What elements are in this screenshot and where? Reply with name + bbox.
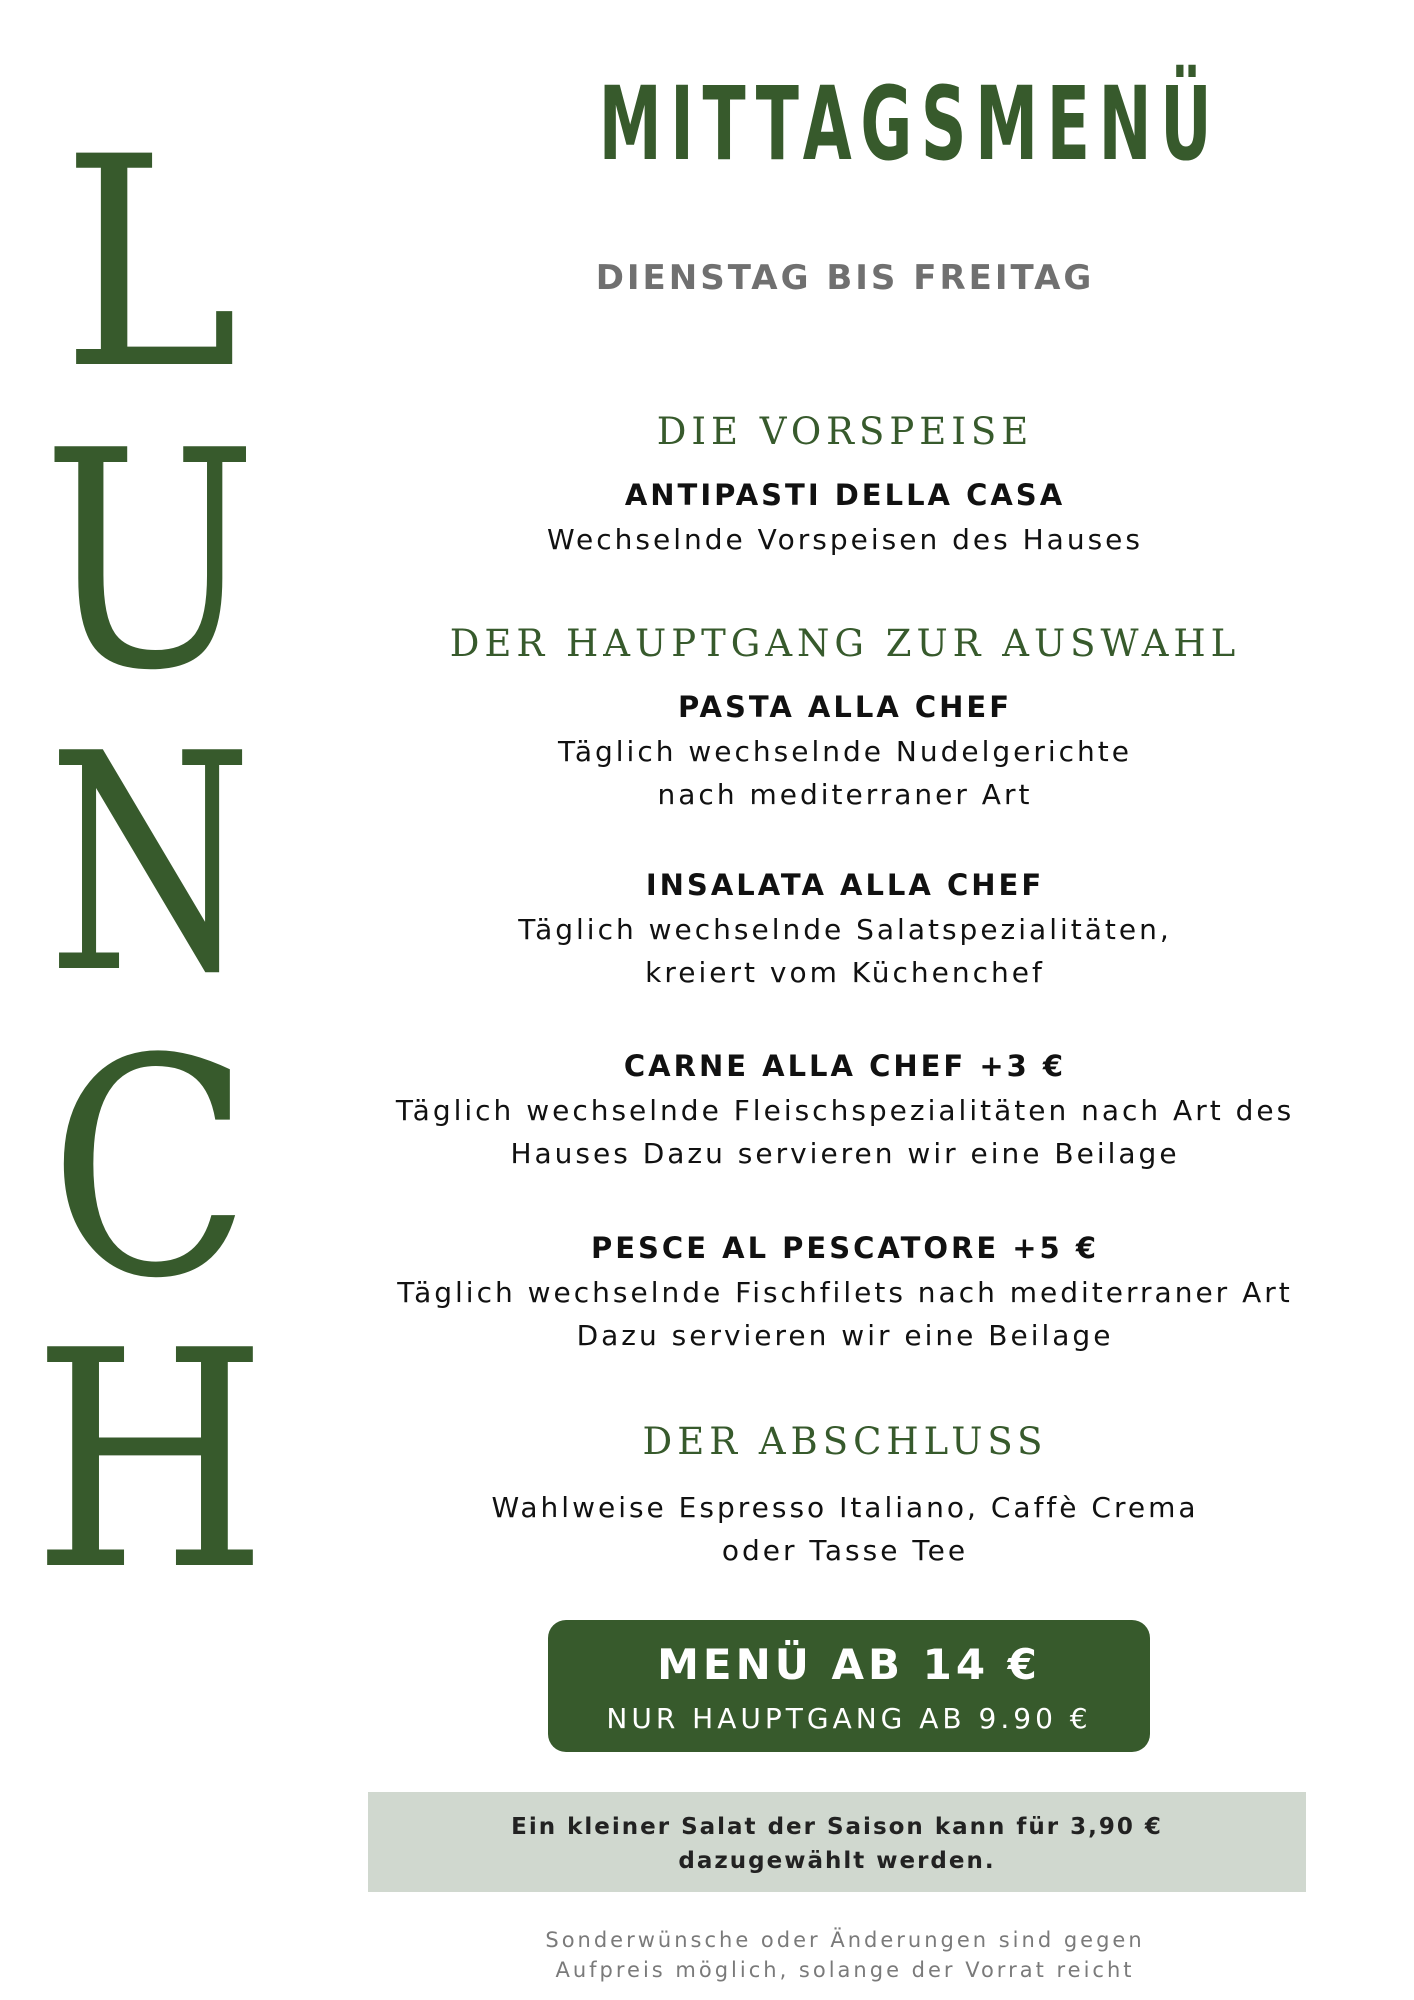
page-title: MITTAGSMENÜ — [598, 65, 1221, 184]
note-text — [388, 1810, 1286, 1878]
note-line: dazugewählt werden. — [678, 1848, 996, 1874]
lunch-letter-n: N — [47, 690, 253, 1039]
menu-item-name: INSALATA ALLA CHEF — [645, 868, 1045, 902]
menu-item-desc — [360, 908, 1330, 994]
desc-line: Wahlweise Espresso Italiano, Caffè Crema — [491, 1491, 1199, 1524]
menu-item-name: PESCE AL PESCATORE +5 € — [590, 1231, 1099, 1265]
section-heading-starter: DIE VORSPEISE — [656, 410, 1034, 453]
menu-item-name: PASTA ALLA CHEF — [677, 690, 1013, 724]
price-main: MENÜ AB 14 € — [657, 1640, 1041, 1689]
footer-line: Sonderwünsche oder Änderungen sind gegen — [545, 1928, 1145, 1952]
price-sub: NUR HAUPTGANG AB 9.90 € — [606, 1702, 1092, 1735]
desc-line: kreiert vom Küchenchef — [645, 956, 1045, 989]
price-box — [548, 1620, 1150, 1752]
page-subtitle: DIENSTAG BIS FREITAG — [595, 258, 1095, 298]
lunch-letter-h: H — [32, 1287, 268, 1636]
menu-item-desc — [360, 1486, 1330, 1572]
desc-line: Täglich wechselnde Fischfilets nach mediterraner Art — [397, 1276, 1293, 1309]
menu-item-desc — [360, 1271, 1330, 1357]
desc-line: oder Tasse Tee — [721, 1534, 969, 1567]
desc-line: Täglich wechselnde Nudelgerichte — [558, 735, 1132, 768]
lunch-letter-l: L — [61, 96, 239, 433]
note-box — [368, 1792, 1306, 1892]
footer-line: Aufpreis möglich, solange der Vorrat reicht — [555, 1958, 1135, 1982]
desc-line: Hauses Dazu servieren wir eine Beilage — [510, 1137, 1180, 1170]
desc-line: Täglich wechselnde Salatspezialitäten, — [518, 913, 1172, 946]
menu-item-desc — [360, 518, 1330, 561]
menu-item-name: ANTIPASTI DELLA CASA — [624, 478, 1066, 512]
lunch-letter-u: U — [42, 387, 258, 736]
menu-item-desc — [360, 730, 1330, 816]
menu-item-desc — [360, 1089, 1330, 1175]
desc-line: nach mediterraner Art — [657, 778, 1033, 811]
menu-item-name: CARNE ALLA CHEF +3 € — [623, 1049, 1067, 1083]
lunch-letter-c: C — [48, 995, 251, 1344]
desc-line: Dazu servieren wir eine Beilage — [576, 1319, 1114, 1352]
section-heading-main: DER HAUPTGANG ZUR AUSWAHL — [449, 622, 1241, 665]
footer-note — [380, 1925, 1310, 1985]
desc-line: Wechselnde Vorspeisen des Hauses — [547, 523, 1143, 556]
section-heading-dessert: DER ABSCHLUSS — [642, 1420, 1048, 1463]
desc-line: Täglich wechselnde Fleischspezialitäten nach Art des — [395, 1094, 1295, 1127]
note-line: Ein kleiner Salat der Saison kann für 3,90 € — [511, 1814, 1163, 1840]
